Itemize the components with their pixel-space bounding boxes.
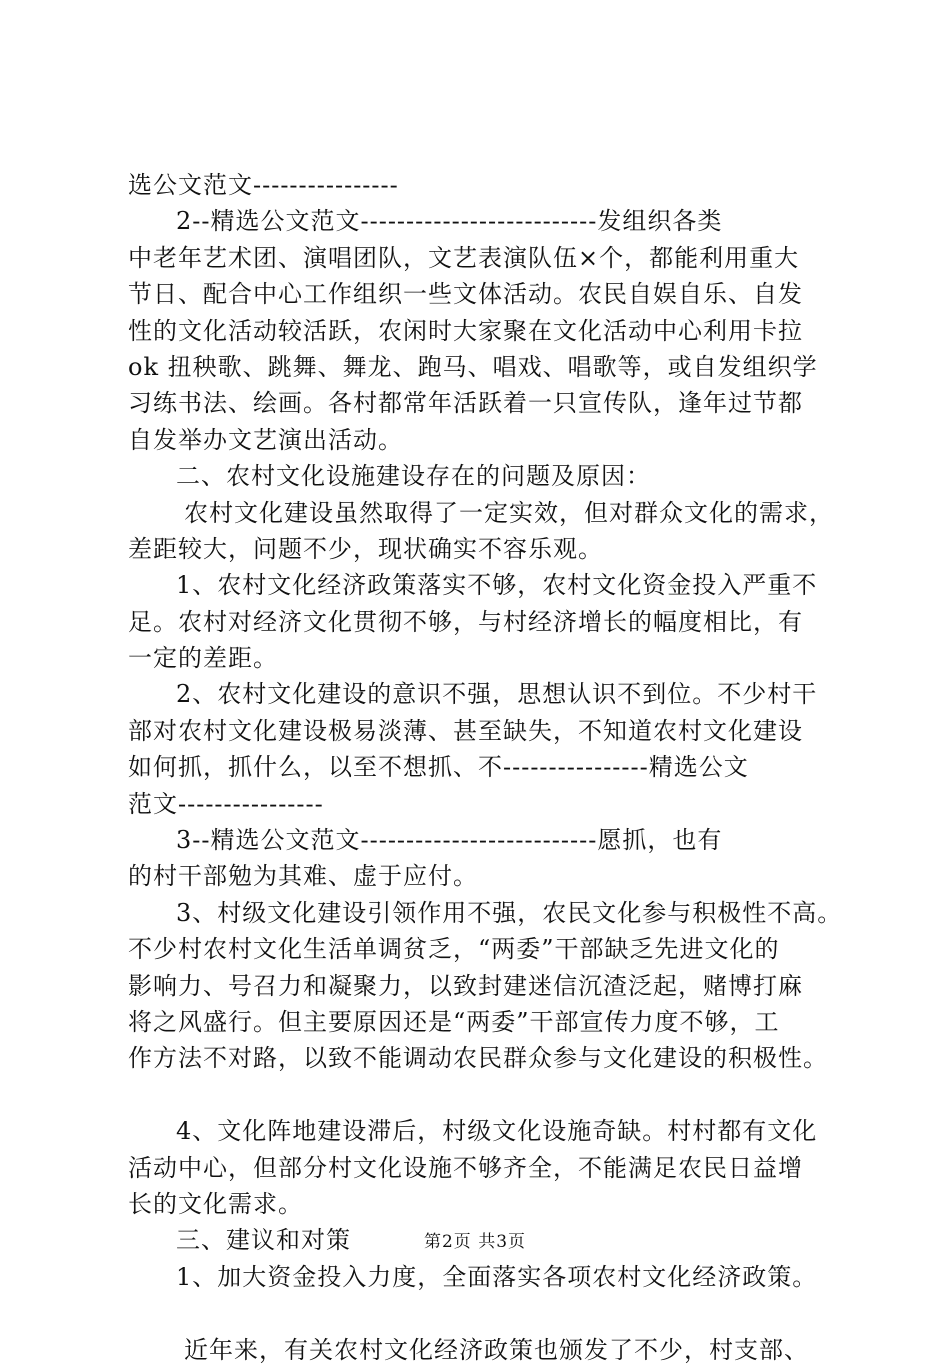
text-line: 差距较大，问题不少，现状确实不容乐观。 <box>128 534 603 563</box>
text-line: 4、文化阵地建设滞后，村级文化设施奇缺。村村都有文化 <box>176 1117 818 1146</box>
text-line: 影响力、号召力和凝聚力，以致封建迷信沉渣泛起，赌博打麻 <box>128 971 803 1000</box>
text-line: 中老年艺术团、演唱团队，文艺表演队伍×个，都能利用重大 <box>128 243 800 272</box>
text-line: 一定的差距。 <box>128 644 278 673</box>
section-heading: 三、建议和对策 <box>176 1226 351 1255</box>
text-line: 3、村级文化建设引领作用不强，农民文化参与积极性不高。 <box>176 898 843 927</box>
text-line: 范文---------------- <box>128 789 324 818</box>
page-footer: 第2页 共3页 <box>423 1232 527 1252</box>
text-line: 农村文化建设虽然取得了一定实效，但对群众文化的需求， <box>184 498 834 527</box>
text-line: 3--精选公文范文--------------------------愿抓，也有 <box>176 826 723 855</box>
text-line: 活动中心，但部分村文化设施不够齐全，不能满足农民日益增 <box>128 1153 803 1182</box>
text-line: 不少村农村文化生活单调贫乏，“两委”干部缺乏先进文化的 <box>128 935 780 964</box>
text-line: 习练书法、绘画。各村都常年活跃着一只宣传队，逢年过节都 <box>128 389 803 418</box>
text-line: 长的文化需求。 <box>128 1189 303 1218</box>
text-line: 作方法不对路，以致不能调动农民群众参与文化建设的积极性。 <box>128 1044 828 1073</box>
text-line: 选公文范文---------------- <box>128 171 399 199</box>
text-line: 如何抓，抓什么，以至不想抓、不----------------精选公文 <box>128 753 749 782</box>
text-line: 1、农村文化经济政策落实不够，农村文化资金投入严重不 <box>176 571 818 600</box>
text-line: 足。农村对经济文化贯彻不够，与村经济增长的幅度相比，有 <box>128 607 803 636</box>
text-line: 节日、配合中心工作组织一些文体活动。农民自娱自乐、自发 <box>128 280 803 309</box>
text-line: 近年来，有关农村文化经济政策也颁发了不少，村支部、 <box>184 1335 809 1364</box>
paragraph-gap <box>128 1295 868 1331</box>
text-line: 部对农村文化建设极易淡薄、甚至缺失，不知道农村文化建设 <box>128 716 803 745</box>
text-line: 2--精选公文范文--------------------------发组织各类 <box>176 207 723 236</box>
section-heading: 二、农村文化设施建设存在的问题及原因： <box>176 462 651 491</box>
text-line: ok 扭秧歌、跳舞、舞龙、跑马、唱戏、唱歌等，或自发组织学 <box>128 352 818 381</box>
text-line: 性的文化活动较活跃，农闲时大家聚在文化活动中心利用卡拉 <box>128 316 803 345</box>
paragraph-gap <box>128 1077 868 1113</box>
text-line: 2、农村文化建设的意识不强，思想认识不到位。不少村干 <box>176 680 818 709</box>
text-line: 自发举办文艺演出活动。 <box>128 425 403 454</box>
document-body <box>128 167 868 1368</box>
text-line: 的村干部勉为其难、虚于应付。 <box>128 862 478 891</box>
text-line: 将之风盛行。但主要原因还是“两委”干部宣传力度不够，工 <box>128 1007 780 1036</box>
text-line: 1、加大资金投入力度，全面落实各项农村文化经济政策。 <box>176 1262 818 1291</box>
